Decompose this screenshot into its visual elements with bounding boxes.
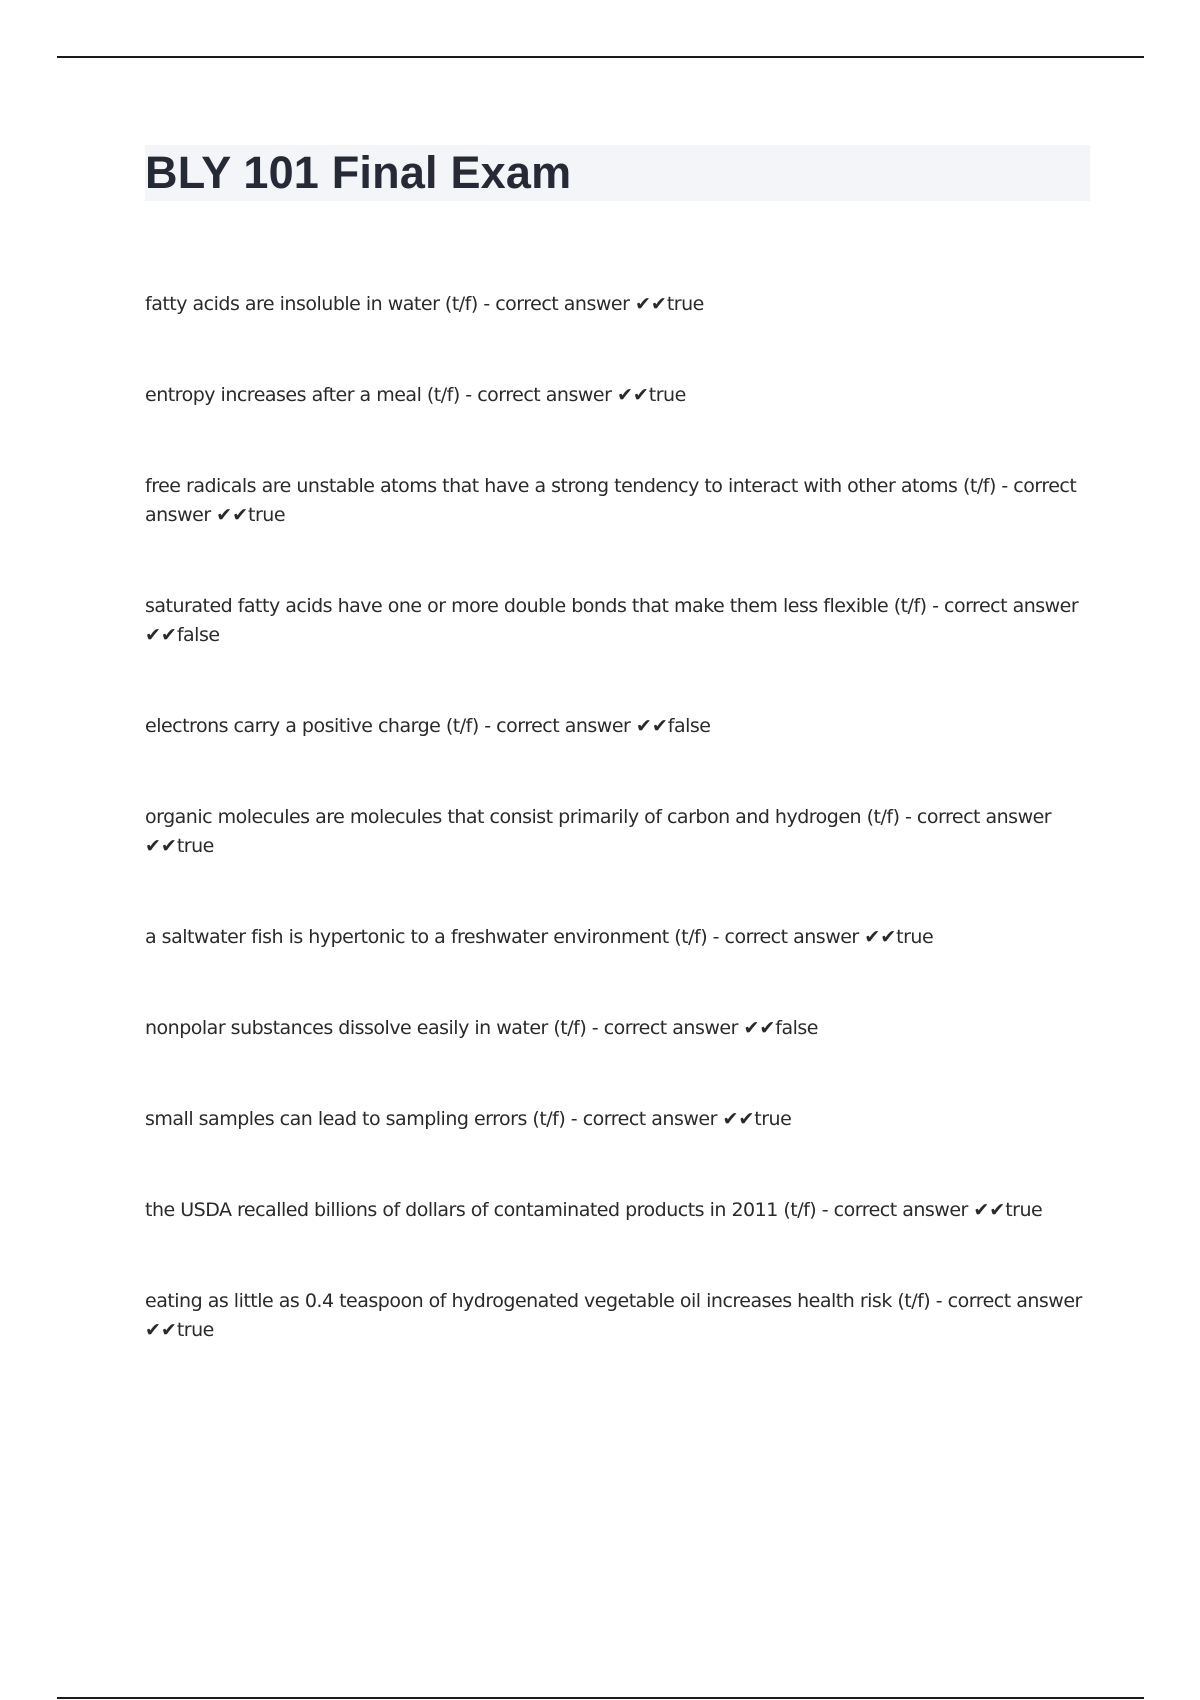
question-text: saturated fatty acids have one or more double bonds that make them less flexible (t/f) - correct answer [145,595,1079,617]
double-check-icon: ✔✔ [145,1319,177,1341]
list-item [145,712,1090,741]
list-item [145,472,1090,530]
answer-text: true [176,835,214,857]
list-item [145,1196,1090,1225]
double-check-icon: ✔✔ [216,504,249,526]
answer-text: true [248,504,286,526]
question-text: the USDA recalled billions of dollars of contaminated products in 2011 (t/f) - correct answer [145,1199,968,1221]
answer-text: true [648,384,686,406]
list-item [145,1105,1090,1134]
answer-text: true [176,1319,214,1341]
question-text: eating as little as 0.4 teaspoon of hydrogenated vegetable oil increases health risk (t/f) - correct answer [145,1290,1082,1312]
double-check-icon: ✔✔ [973,1199,1006,1221]
double-check-icon: ✔✔ [635,715,668,737]
answer-text: true [1005,1199,1043,1221]
question-text: nonpolar substances dissolve easily in water (t/f) - correct answer [145,1017,738,1039]
question-text: electrons carry a positive charge (t/f) - correct answer [145,715,631,737]
list-item [145,923,1090,952]
question-text: free radicals are unstable atoms that have a strong tendency to interact with other atoms (t/f) - correct answer [145,475,1077,526]
answer-text: false [176,624,220,646]
list-item [145,803,1090,861]
question-text: fatty acids are insoluble in water (t/f) - correct answer [145,293,630,315]
top-divider [57,56,1144,58]
question-text: small samples can lead to sampling errors (t/f) - correct answer [145,1108,717,1130]
bottom-divider [57,1697,1144,1699]
list-item [145,381,1090,410]
answer-text: true [754,1108,792,1130]
question-text: organic molecules are molecules that consist primarily of carbon and hydrogen (t/f) - correct answer [145,806,1052,828]
list-item [145,592,1090,650]
double-check-icon: ✔✔ [743,1017,776,1039]
list-item [145,290,1090,319]
question-text: entropy increases after a meal (t/f) - correct answer [145,384,612,406]
double-check-icon: ✔✔ [722,1108,755,1130]
question-text: a saltwater fish is hypertonic to a freshwater environment (t/f) - correct answer [145,926,859,948]
list-item [145,1014,1090,1043]
answer-text: true [896,926,934,948]
question-list [145,290,1090,1407]
double-check-icon: ✔✔ [616,384,649,406]
double-check-icon: ✔✔ [145,835,177,857]
answer-text: true [666,293,704,315]
answer-text: false [667,715,711,737]
answer-text: false [775,1017,818,1039]
page-title: BLY 101 Final Exam [145,147,572,198]
double-check-icon: ✔✔ [634,293,667,315]
double-check-icon: ✔✔ [145,624,177,646]
double-check-icon: ✔✔ [864,926,897,948]
list-item [145,1287,1090,1345]
